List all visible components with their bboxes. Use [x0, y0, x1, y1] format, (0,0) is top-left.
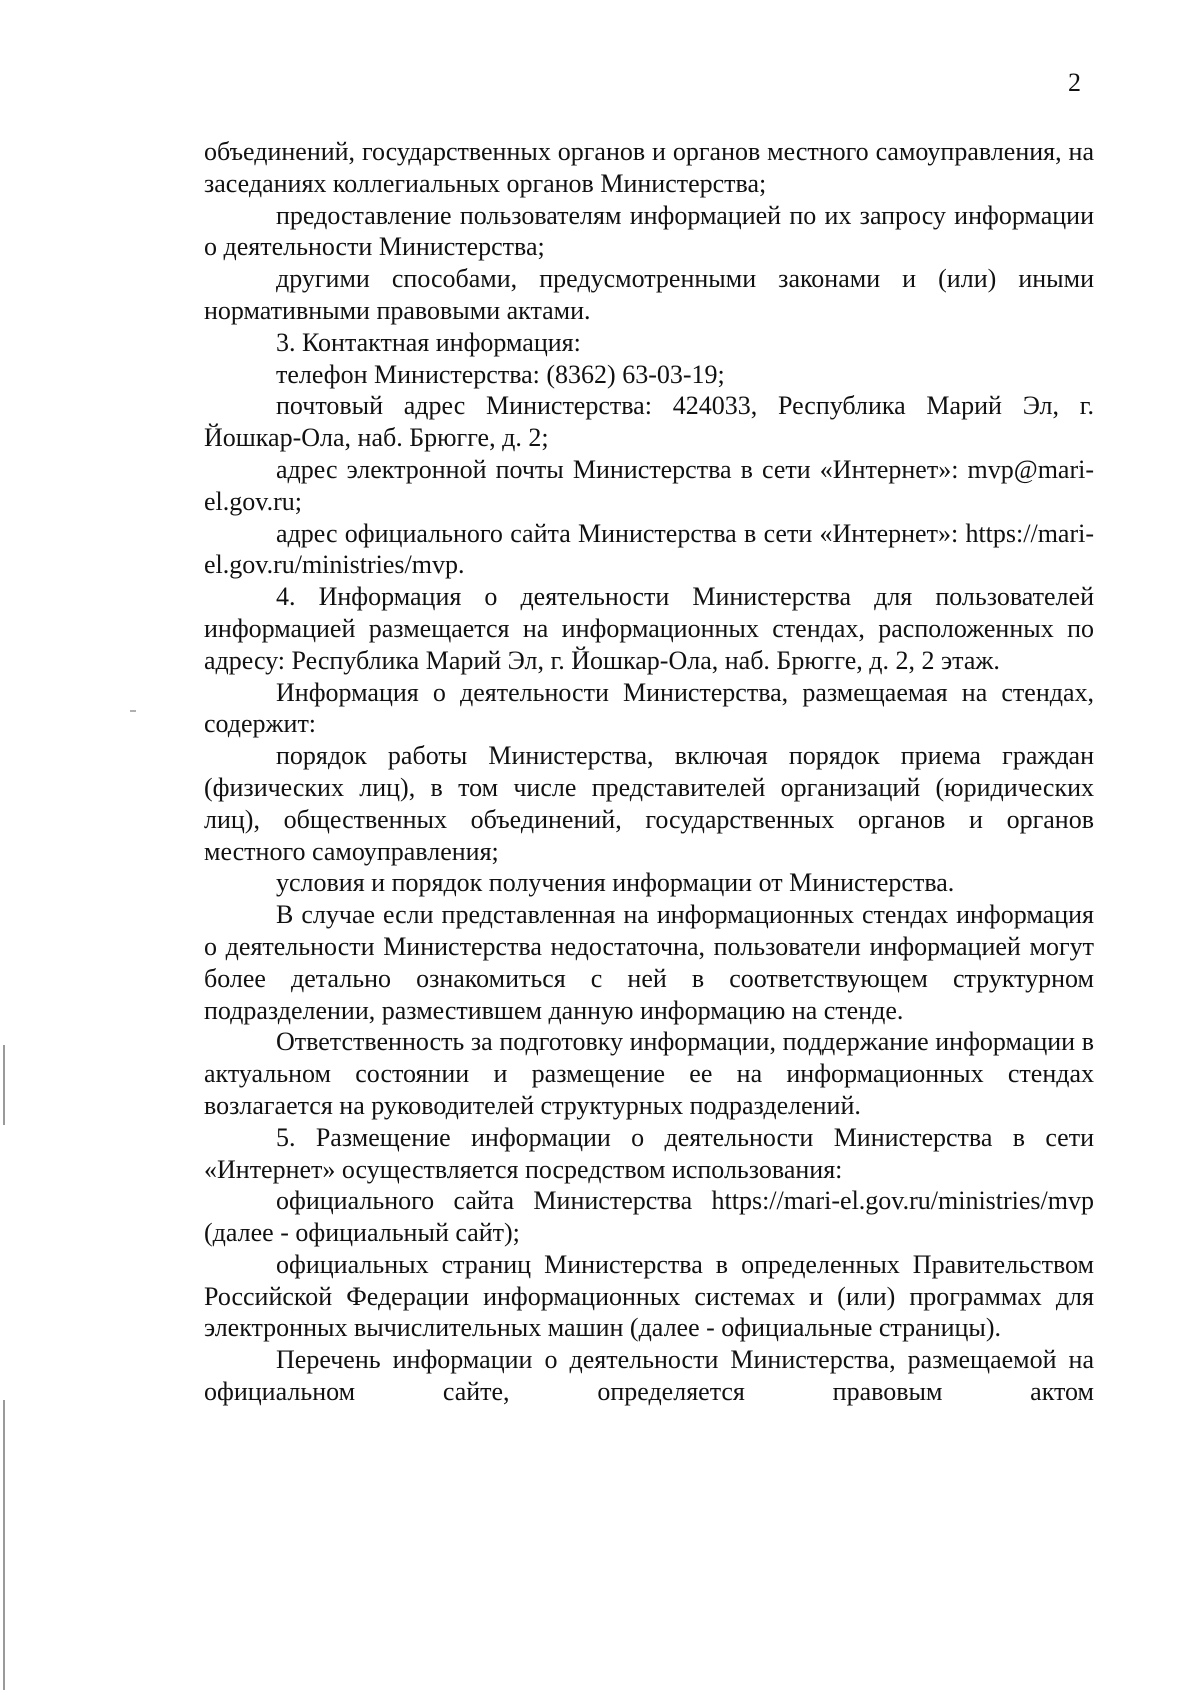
paragraph: условия и порядок получения информации от Министерства. [276, 868, 955, 898]
scan-artifact [130, 710, 136, 712]
paragraph: 4. Информация о деятельности Министерства для пользователей информацией размещается на информационных стендах, расположенных по адресу: Республика Марий Эл, г. Йошкар-Ола, наб. Брюгге, д. 2, 2 этаж. [204, 582, 1094, 675]
paragraph: Ответственность за подготовку информации, поддержание информации в актуальном состоянии и размещение ее на информационных стендах возлагается на руководителей структурных подразделений. [204, 1027, 1094, 1120]
paragraph: порядок работы Министерства, включая порядок приема граждан (физических лиц), в том числе представителей организаций (юридических лиц), общественных объединений, государственных органов и органов местного самоуправления; [204, 741, 1094, 866]
paragraph: адрес электронной почты Министерства в сети «Интернет»: mvp@mari-el.gov.ru; [204, 454, 1094, 516]
paragraph: Информация о деятельности Министерства, размещаемая на стендах, содержит: [204, 677, 1094, 739]
paragraph: другими способами, предусмотренными законами и (или) иными нормативными правовыми актами. [204, 264, 1094, 325]
paragraph: В случае если представленная на информационных стендах информация о деятельности Министерства недостаточна, пользователи информацией могут более детально ознакомиться с ней в соответствующем структурном подразделении, разместившем данную информацию на стенде. [204, 900, 1094, 1025]
paragraph: 5. Размещение информации о деятельности Министерства в сети «Интернет» осуществляется посредством использования: [204, 1122, 1094, 1184]
paragraph: официальных страниц Министерства в определенных Правительством Российской Федерации информационных системах и (или) программах для электронных вычислительных машин (далее - официальные страницы). [204, 1249, 1094, 1343]
paragraph: телефон Министерства: (8362) 63-03-19; [276, 359, 725, 389]
paragraph: адрес официального сайта Министерства в сети «Интернет»: https://mari-el.gov.ru/ministries/mvp. [204, 518, 1094, 580]
document-body [204, 136, 1094, 1408]
page-number: 2 [1068, 68, 1081, 97]
scan-edge-mark [3, 1400, 5, 1690]
paragraph: 3. Контактная информация: [276, 327, 581, 357]
paragraph: объединений, государственных органов и органов местного самоуправления, на заседаниях коллегиальных органов Министерства; [204, 137, 1094, 198]
paragraph: официального сайта Министерства https://mari-el.gov.ru/ministries/mvp (далее - официальный сайт); [204, 1186, 1094, 1248]
paragraph: почтовый адрес Министерства: 424033, Республика Марий Эл, г. Йошкар-Ола, наб. Брюгге, д. 2; [204, 391, 1094, 453]
scan-edge-mark [3, 1045, 5, 1125]
paragraph: предоставление пользователям информацией по их запросу информации о деятельности Министерства; [204, 200, 1094, 262]
paragraph: Перечень информации о деятельности Министерства, размещаемой на официальном сайте, определяется правовым актом [204, 1345, 1094, 1407]
